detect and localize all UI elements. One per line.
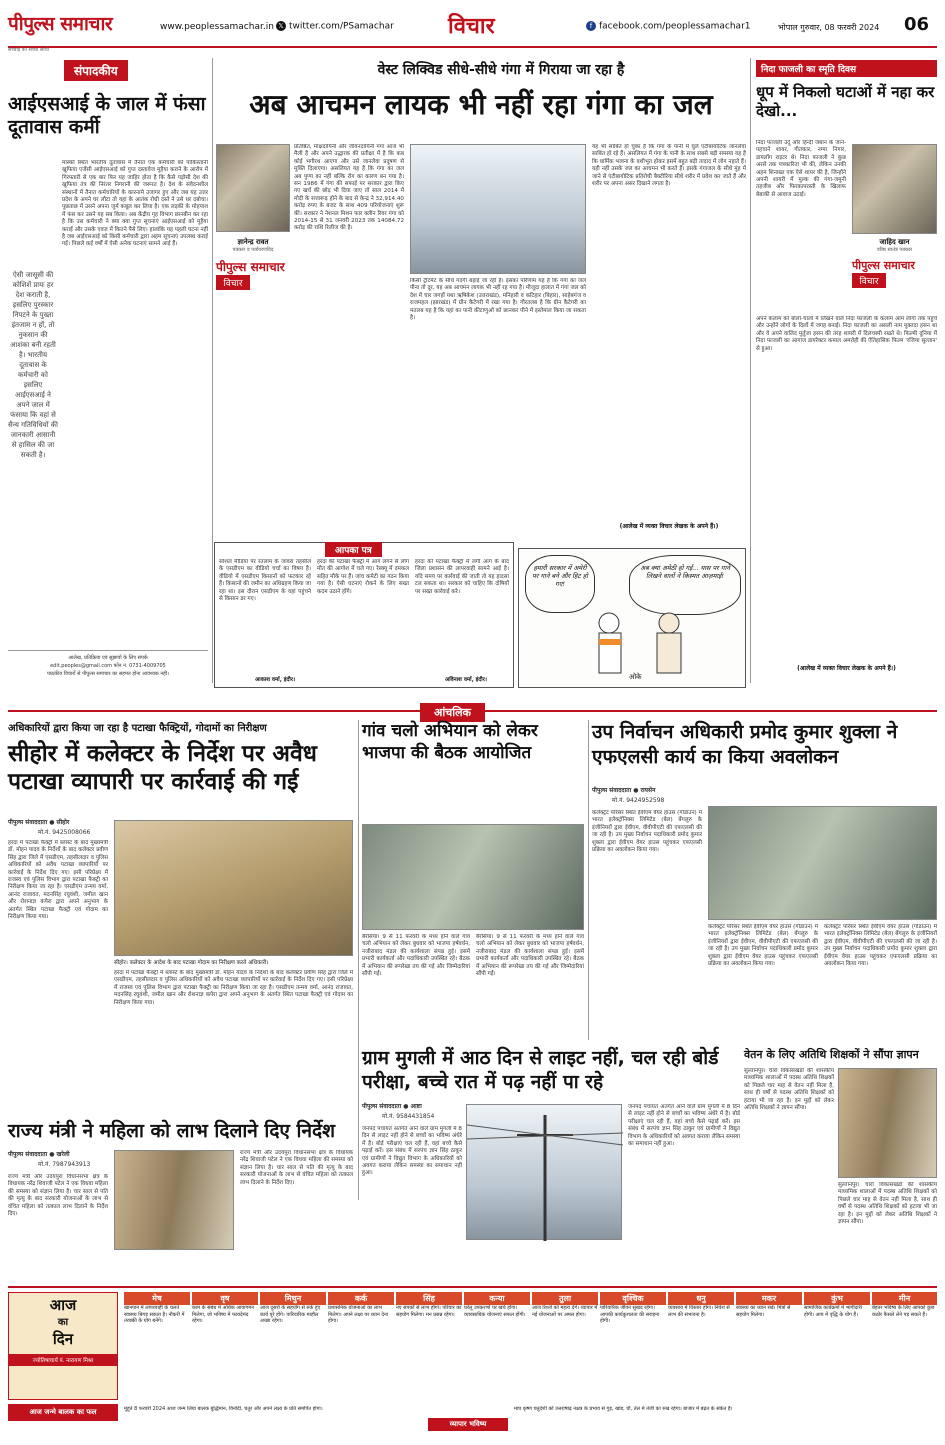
sign-kanya bbox=[464, 1292, 530, 1318]
regional-tag: आंचलिक bbox=[420, 703, 485, 722]
story1-body: हरदा में पटाखा फैक्ट्री में ब्लास्ट के बाद मुख्यमंत्री डॉ. मोहन यादव के निर्देशों के बाद कलेक्टर प्रवीण सिंह द्वारा जिले में एसडीएम, तहसीलदार व पुलिस अधिकारियों को अवैध पटाखा व्यापारियों पर कार्रवाई के निर्देश दिए गए। इसी परिप्रेक्ष्य में राजस्व एवं पुलिस विभाग द्वारा पटाखा फैक्ट्री का निरीक्षण किया जा रहा है। एसडीएम तन्मय वर्मा, आनंद राजावत, मदनसिंह रघुवंशी, जमील खान और रोशनाज्ञ कपेरा द्वारा अपने अनुभाग के अंतर्गत स्थित पटाखा फैक्ट्री एवं गोदाम का निरीक्षण किया गया। bbox=[8, 840, 108, 921]
letter-sign-2: अविनाश वर्मा, इंदौर। bbox=[445, 677, 487, 683]
nida-brand bbox=[852, 258, 937, 288]
story2-photo bbox=[362, 824, 584, 930]
letter-3: हरदा की पटाखा फैक्ट्री में लगी आग के बाद जिला प्रशासन की लापरवाही सामने आई है। यदि समय पर कार्रवाई की जाती तो यह हादसा टल सकता था। सरकार को चाहिए कि दोषियों पर सख्त कार्रवाई करे। bbox=[415, 559, 509, 595]
story3-mobile: मो.नं. 9424952598 bbox=[612, 797, 665, 804]
horoscope-title bbox=[9, 1297, 117, 1348]
story5-mobile: मो.नं. 7987943913 bbox=[38, 1161, 91, 1168]
story5-body: राज्य मंत्री और उदयपुरा विधानसभा क्षेत्र के विधायक नरेंद्र शिवाजी पटेल ने एक विधवा महिला की समस्या को संज्ञान लिया है। चार साल से पति की मृत्यु के बाद सरकारी योजनाओं के लाभ से वंचित महिला को तत्काल लाभ दिलाने के निर्देश दिए। bbox=[8, 1174, 108, 1218]
editorial-section bbox=[8, 60, 208, 690]
cartoon-bubble-left: हमारी सरकार में अमेरी पर गाने बने और हिट हो गए! bbox=[525, 555, 595, 613]
sign-mesh bbox=[124, 1292, 190, 1325]
sign-text: खानपान में लापरवाही के चलते स्वास्थ्य बिगड़ सकता है। नौकरी में तरक्की के योग बनेंगे। bbox=[124, 1305, 185, 1324]
sign-name: तुला bbox=[532, 1292, 598, 1305]
sign-vrish bbox=[192, 1292, 258, 1325]
story1-body-repeat: हरदा में पटाखा फैक्ट्री में ब्लास्ट के बाद मुख्यमंत्री डॉ. मोहन यादव के निर्देशों के बाद कलेक्टर प्रवीण सिंह द्वारा जिले में एसडीएम, तहसीलदार व पुलिस अधिकारियों को अवैध पटाखा व्यापारियों पर कार्रवाई के निर्देश दिए गए। इसी परिप्रेक्ष्य में राजस्व एवं पुलिस विभाग द्वारा पटाखा फैक्ट्री का निरीक्षण किया जा रहा है। एसडीएम तन्मय वर्मा, आनंद राजावत, मदनसिंह रघुवंशी, जमील खान और रोशनाज्ञ कपेरा द्वारा अपने अनुभाग के अंतर्गत स्थित पटाखा फैक्ट्री एवं गोदाम का निरीक्षण किया गया। bbox=[114, 970, 353, 1006]
footer-line-1: आलेख, प्रतिक्रिया एवं सुझावों के लिए संपर्क bbox=[68, 655, 148, 661]
editorial-body: मास्को स्थित भारतीय दूतावास में तैनात एक कर्मचारी को पाकिस्तानी खुफिया एजेंसी आईएसआई को गुप्त दस्तावेज मुहैया कराने के आरोप में गिरफ्तारी से एक बार फिर यह जाहिर होता है कि कैसे पड़ोसी देश की खुफिया तंत्र की निरंतर निगरानी की जरूरत है। देश के संवेदनशील संस्थानों में तैनात कर्मचारियों के कारनामे उजागर हुए और जब यह उत्तर प्रदेश के अपने घर लौटा तो यहां के आतंक रोधी दस्ते ने उसे धर दबोचा। पूछताछ में उसने अपना जुर्म कबूल कर लिया है। एक लड़की के मोहपाश में फंस कर उसने यह सब किया। अब केंद्रीय गृह विभाग छानबीन कर रहा है कि उस कर्मचारी ने क्या क्या गुप्त सूचनाएं आईएसआई को मुहैया कराईं और उसके एवज में कितने पैसे लिए। हालांकि यह पहली घटना नहीं है जब आईएसआई को किसी कर्मचारी द्वारा अहम सूचनाएं उपलब्ध कराई गईं। पिछले कई वर्षों में ऐसी अनेक घटनाएं सामने आई हैं। bbox=[62, 160, 208, 248]
website-link[interactable]: www.peoplessamachar.in bbox=[160, 22, 274, 32]
letters-tag: आपका पत्र bbox=[325, 542, 382, 557]
sign-name: वृश्चिक bbox=[600, 1292, 666, 1305]
sign-text: नए संपर्कों से लाभ होगा। परिवार का सहयोग मिलेगा। मन प्रसन्न रहेगा। bbox=[396, 1305, 462, 1318]
nida-author-name: जाहिद खान bbox=[879, 238, 910, 246]
letter-sign-1: आकाश वर्मा, इंदौर। bbox=[255, 677, 296, 683]
sign-name: धनु bbox=[668, 1292, 734, 1305]
story1-mobile: मो.नं. 9425008066 bbox=[38, 829, 91, 836]
story1-kicker: अधिकारियों द्वारा किया जा रहा है पटाखा फैक्ट्रियों, गोदामों का निरीक्षण bbox=[8, 723, 267, 734]
logo-tagline: सच्चाई का सच्चा साथी bbox=[8, 47, 49, 53]
sign-name: कुंभ bbox=[804, 1292, 870, 1305]
lead-brand bbox=[216, 258, 290, 298]
masthead bbox=[8, 8, 937, 53]
sign-name: मीन bbox=[872, 1292, 937, 1305]
editorial-footer bbox=[8, 650, 208, 678]
facebook-link[interactable] bbox=[586, 21, 751, 32]
logo-text: पीपुल्स समाचार bbox=[8, 13, 113, 35]
nida-author-desc: वरिष्ठ स्वतंत्र पत्रकार bbox=[876, 247, 913, 253]
regional-story-teachers bbox=[744, 1048, 937, 1278]
story1-byline: पीपुल्स संवाददाता ● सीहोर bbox=[8, 819, 70, 826]
cartoon-bubble-right: अब क्या अमेठी हो गई... यास पर गाने लिखने वालों ने किस्मत आज़माई! bbox=[629, 555, 741, 615]
author-photo bbox=[216, 144, 290, 232]
sign-name: मिथुन bbox=[260, 1292, 326, 1305]
section-title: विचार bbox=[448, 14, 495, 39]
editorial-pull-quote: ऐसी जासूसी की कोशिशें प्रायः हर देश कराती है, इसलिए पुरस्कार निपटने के पुख्ता इंतजाम न हों, तो नुकसान की आशंका बनी रहती है। भारतीय दूतावास के कर्मचारी को इसलिए आईएसआई ने अपने जाल में फंसाया कि वहां से सैन्य गतिविधियों की जानकारी आसानी से हासिल की जा सकती है। bbox=[8, 271, 58, 459]
story5-headline[interactable]: राज्य मंत्री ने महिला को लाभ दिलाने दिए निर्देश bbox=[8, 1120, 336, 1142]
sign-name: वृष bbox=[192, 1292, 258, 1305]
story3-body-3 bbox=[824, 924, 937, 1044]
story5-byline: पीपुल्स संवाददाता ● खरेली bbox=[8, 1151, 70, 1158]
horoscope-strip bbox=[8, 1286, 937, 1438]
regional-story-bjp bbox=[362, 720, 584, 1038]
story5-photo bbox=[114, 1150, 234, 1250]
sign-kumbh bbox=[804, 1292, 870, 1318]
twitter-text: twitter.com/PSamachar bbox=[289, 21, 394, 32]
editorial-headline[interactable]: आईएसआई के जाल में फंसा दूतावास कर्मी bbox=[8, 93, 206, 138]
lead-note: (आलेख में व्यक्त विचार लेखक के अपने हैं।) bbox=[619, 523, 719, 530]
story3-body: कलेक्ट्रेट परिसर स्थित ईवीएम वेयर हाउस (गोडाउन) में भारत इलेक्ट्रॉनिक्स लिमिटेड (बेल) बेंगलुरु के इंजीनियरों द्वारा ईवीएम, वीवीपीएटी की एफएलसी की जा रही है। उप मुख्य निर्वाचन पदाधिकारी प्रमोद कुमार शुक्ला द्वारा ईवीएम वेयर हाउस पहुंचकर एफएलसी प्रक्रिया का अवलोकन किया गया। bbox=[592, 810, 702, 854]
letter-2: हरदा की पटाखा फैक्ट्री में आग लगने से लोग मौत की आगोश में चले गए। रेस्क्यू में दमकल सहित मौके पर हैं। जांच कमेटी का गठन किया गया है। ऐसी घटनाएं रोकने के लिए सख्त कदम उठाने होंगे। bbox=[317, 559, 409, 595]
footer-email[interactable]: edit.peoples@gmail.com फोन नं. 0731-4009705 bbox=[50, 663, 166, 669]
masthead-logo[interactable] bbox=[8, 10, 112, 55]
title-ka: का bbox=[57, 1317, 69, 1328]
sign-text: आज दूसरों के सहयोग से रुके हुए कार्य पूरे होंगे। पारिवारिक माहौल अच्छा रहेगा। bbox=[260, 1305, 321, 1324]
nida-headline[interactable]: धूप में निकलो घटाओं में नहा कर देखो... bbox=[756, 83, 935, 120]
regional-story-mugli bbox=[362, 1046, 740, 1276]
lead-article bbox=[216, 60, 746, 540]
lead-body-col2: किसी ट्रीटमेंट के सीधे गंदगी बहाई जा रही है। इसका परिणाम यह है कि गंगा का जल पीना तो दूर, यह अब आचमन लायक भी नहीं रह गया है। मौजूदा हालात में गंगा जल को देश में चार जगहों यथा ऋषिकेश (उत्तराखंड), मनिहारी व कटिहार (बिहार), साहेबगंज व राजमहल (झारखंड) में ग्रीन कैटेगरी में रखा गया है। गौरतलब है कि ग्रीन कैटेगरी का मतलब यह है कि यहां का पानी कीटाणुओं को छानकर पीने में इस्तेमाल किया जा सकता है। bbox=[410, 278, 586, 322]
story2-headline[interactable]: गांव चलो अभियान को लेकर भाजपा की बैठक आयोजित bbox=[362, 721, 538, 763]
sign-meen bbox=[872, 1292, 937, 1318]
sign-dhanu bbox=[668, 1292, 734, 1318]
story2-body-repeat: बैरसिया। 9 से 11 फरवरी के मध्य होने वाले गांव चलो अभियान को लेकर बुधवार को भाजपा हर्षवर्धन, नजीराबाद मंडल की कार्यशाला संपन्न हुई। इसमें प्रभारी कार्यकर्ता और पदाधिकारी उपस्थित रहे। बैठक में अभियान की रूपरेखा तय की गई और जिम्मेदारियां सौंपी गईं। bbox=[476, 934, 584, 978]
astrologer: ज्योतिषाचार्य पं. नारायण मिश्रा bbox=[9, 1354, 117, 1366]
sign-text: पारिवारिक जीवन सुखद रहेगा। आपकी कार्यकुशलता की सराहना होगी। bbox=[600, 1305, 660, 1324]
story2-body: बैरसिया। 9 से 11 फरवरी के मध्य होने वाले गांव चलो अभियान को लेकर बुधवार को भाजपा हर्षवर्धन, नजीराबाद मंडल की कार्यशाला संपन्न हुई। इसमें प्रभारी कार्यकर्ता और पदाधिकारी उपस्थित रहे। बैठक में अभियान की रूपरेखा तय की गई और जिम्मेदारियां सौंपी गईं। bbox=[362, 934, 470, 978]
title-din: दिन bbox=[52, 1330, 74, 1348]
story6-body-2 bbox=[838, 1182, 937, 1272]
story3-body-2 bbox=[708, 924, 818, 1044]
sign-text: बेहतर भविष्य के लिए आपको कुछ कठोर फैसले लेने पड़ सकते हैं। bbox=[872, 1305, 935, 1318]
letter-1: सोशल मीडिया पर रतलाम के जावरा तहसील के एसडीएम का वीडियो चर्चा का विषय है। वीडियो में एसडीएम किसानों को फटकार रहे हैं। किसानों की जमीन का अधिग्रहण किया जा रहा था। इस दौरान एसडीएम के वहां पहुंचने से किसान डर गए। bbox=[219, 559, 311, 603]
story2-body-2 bbox=[476, 934, 584, 1038]
story3-body-repeat-2: कलेक्ट्रेट परिसर स्थित ईवीएम वेयर हाउस (गोडाउन) में भारत इलेक्ट्रॉनिक्स लिमिटेड (बेल) बेंगलुरु के इंजीनियरों द्वारा ईवीएम, वीवीपीएटी की एफएलसी की जा रही है। उप मुख्य निर्वाचन पदाधिकारी प्रमोद कुमार शुक्ला द्वारा ईवीएम वेयर हाउस पहुंचकर एफएलसी प्रक्रिया का अवलोकन किया गया। bbox=[824, 924, 937, 968]
regional-story-sehore bbox=[8, 720, 353, 1120]
sign-makar bbox=[736, 1292, 802, 1318]
sign-text: प्रशासनिक योजनाओं का लाभ मिलेगा। अपने लक्ष्य पर ध्यान देना होगा। bbox=[328, 1305, 389, 1324]
story4-body: जनपद पंचायत अंतर्गत आने वाले ग्राम मुगली में 8 दिन से लाइट नहीं होने से बच्चों का भविष्य अंधेरे में है। बोर्ड परीक्षाएं चल रही हैं, वहां बच्चे कैसे पढ़ाई करें। इस संबंध में सरपंच ज्ञान सिंह ठाकुर एवं ग्रामीणों ने विद्युत विभाग के अधिकारियों को अवगत कराया लेकिन समस्या का समाधान नहीं हुआ। bbox=[362, 1126, 462, 1177]
dateline: भोपाल गुरुवार, 08 फरवरी 2024 bbox=[778, 23, 880, 32]
story1-photo bbox=[114, 820, 353, 956]
sign-tula bbox=[532, 1292, 598, 1318]
cartoon-signature: ओके bbox=[629, 673, 642, 681]
nida-note: (आलेख में व्यक्त विचार लेखक के अपने हैं।) bbox=[797, 665, 896, 672]
sign-vrishchik bbox=[600, 1292, 666, 1325]
sign-text: स्वास्थ्य का ध्यान रखें। मित्रों से सहयोग मिलेगा। bbox=[736, 1305, 791, 1318]
lead-headline[interactable]: अब आचमन लायक भी नहीं रहा गंगा का जल bbox=[249, 88, 713, 121]
facebook-text: facebook.com/peoplessamachar1 bbox=[599, 21, 751, 32]
birth-fortune-tag: आज जन्मे बालक का फल bbox=[8, 1404, 118, 1421]
brand-tag: विचार bbox=[216, 275, 250, 290]
nida-brand-logo: पीपुल्स समाचार bbox=[852, 259, 915, 272]
bazaar-text: माघ कृष्ण चतुर्दशी को उत्तराषाढ़ नक्षत्र के प्रभाव से गुड़, खांड, घी, तेल में तेजी का रुख रहेगा। बाजार में बढ़त के संकेत हैं। bbox=[514, 1406, 733, 1412]
nida-article bbox=[756, 60, 937, 690]
page-number: 06 bbox=[904, 14, 930, 35]
power-pole-icon bbox=[467, 1105, 623, 1241]
story1-headline[interactable]: सीहोर में कलेक्टर के निर्देश पर अवैध पटाखा व्यापारी पर कार्रवाई की गई bbox=[8, 741, 317, 795]
regional-story-minister bbox=[8, 1120, 353, 1280]
story1-caption: सीहोर। कलेक्टर के आदेश के बाद पटाखा गोदाम का निरीक्षण करते अधिकारी। bbox=[114, 960, 269, 966]
horoscope-title-box bbox=[8, 1292, 118, 1400]
sign-name: कर्क bbox=[328, 1292, 394, 1305]
story4-byline: पीपुल्स संवाददाता ● आष्टा bbox=[362, 1103, 422, 1110]
sign-text: व्यवसाय में विस्तार होगा। निवेश से लाभ की संभावना है। bbox=[668, 1305, 730, 1318]
nida-body-1: निदा फाजली उर्दू और हिन्दी जबान के जाने-पहचाने शायर, गीतकार, नग्मा निगार, डायलॉग राइटर थे। निदा फाजली ने कुछ अरसे तक पत्रकारिता भी की, लेकिन उनकी अहम शिनाख्त एक ऐसे शायर की है, जिन्होंने अपनी शायरी में मुल्क की गंगा-जमुनी तहजीब और फिरकापरस्ती के खिलाफ बेबाकी से आवाज उठाई। bbox=[756, 140, 846, 198]
story6-headline[interactable]: वेतन के लिए अतिथि शिक्षकों ने सौंपा ज्ञापन bbox=[744, 1048, 919, 1061]
story6-photo bbox=[838, 1068, 937, 1178]
sign-text: आज रिश्तों को महत्व देंगे। व्यापार में नई योजनाओं पर अमल होगा। bbox=[532, 1305, 598, 1318]
lead-body-col1: प्रतिष्ठित, मोक्षदायिनी और जीवनदायिनी गंगा आज भी मैली है और अपने उद्धारक की प्रतीक्षा में है कि कब कोई भगीरथ आएगा और उसे जानलेवा प्रदूषण से मुक्ति दिलाएगा। असलियत यह है कि गंगा का जल अब पुण्य का नहीं बल्कि रोग का कारण बन गया है। सन 1986 में गंगा की सफाई पर सरकार द्वारा किए गए खर्च की छोड़ भी दिया जाए तो साल 2014 में मोदी के सत्तारूढ़ होने के बाद से केन्द्र ने 32,914.40 करोड़ रुपए के बजट के साथ 409 परियोजनाएं शुरू कीं। सरकार ने नेशनल मिशन फार क्लीन रिवर गंगा को 2014-15 से 31 जनवरी 2023 तक 14084.72 करोड़ की राशि रिलीज की है। bbox=[294, 144, 404, 232]
author-desc: पत्रकार व पर्यावरणविद bbox=[232, 247, 274, 253]
nida-tag: निदा फाजली का स्मृति दिवस bbox=[756, 60, 937, 77]
horoscope-signs bbox=[124, 1292, 937, 1400]
story5-body-2 bbox=[240, 1150, 353, 1274]
sign-mithun bbox=[260, 1292, 326, 1325]
footer-disclaimer: पाठकीय विचारों से पीपुल्स समाचार का सहमत होना आवश्यक नहीं। bbox=[47, 671, 169, 677]
ganga-photo bbox=[410, 144, 586, 274]
story4-headline[interactable]: ग्राम मुगली में आठ दिन से लाइट नहीं, चल रही बोर्ड परीक्षा, बच्चे रात में पढ़ नहीं पा रहे bbox=[362, 1047, 719, 1093]
cartoon bbox=[518, 548, 746, 688]
lead-body-col3: यह भी साबित हो चुका है कि गंगा के पानी में घुले एंटीबायोटिक जानलेवा साबित हो रहे हैं। असलियत में गंगा के पानी के साथ सबसे बड़ी समस्या यह है कि धार्मिक भावना के वशीभूत होकर इसमें बहुत बड़ी तादाद में लोग नहाते हैं। यही नहीं उसके जल का आचमन भी करते हैं। इसके गंगाजल के सीधे मुंह में जाने से एंटीबायोटिक प्रतिरोधी बैक्टीरिया सीधे शरीर में प्रवेश कर जाते हैं और शरीर पर अपना असर दिखाने लगता है। bbox=[592, 144, 746, 188]
nida-body-2: अपने कलाम को बोलो-चालो में लिखने वाले निदा फाजली के कलाम आम लोगों तक पहुंचे और उन्होंने लोगों के दिलों में जगह बनाई। निदा फाजली का असली नाम मुक्तदा हसन था और वे अपने वालिद मुर्तुजा हसन की तरह शायरी में दिलचस्पी रखते थे। फिल्मी दुनिया में निदा फाजली का आगाज डायरेक्टर कमाल अमरोही की ऐतिहासिक फिल्म 'रजिया सुल्तान' से हुआ। bbox=[756, 316, 937, 352]
twitter-link[interactable] bbox=[276, 21, 394, 32]
story1-body-2 bbox=[114, 970, 353, 1045]
nida-brand-tag: विचार bbox=[852, 273, 886, 288]
sign-text: काम के संबंध में अधिक आवागमन मिलेगा, जो भविष्य में फायदेमंद रहेगा। bbox=[192, 1305, 255, 1324]
sign-text: घरेलू उपकरणों पर खर्च होगा। व्यावसायिक योजनाएं सफल होंगी। bbox=[464, 1305, 526, 1318]
editorial-tag: संपादकीय bbox=[64, 60, 128, 81]
sign-kark bbox=[328, 1292, 394, 1325]
story3-body-repeat: कलेक्ट्रेट परिसर स्थित ईवीएम वेयर हाउस (गोडाउन) में भारत इलेक्ट्रॉनिक्स लिमिटेड (बेल) बेंगलुरु के इंजीनियरों द्वारा ईवीएम, वीवीपीएटी की एफएलसी की जा रही है। उप मुख्य निर्वाचन पदाधिकारी प्रमोद कुमार शुक्ला द्वारा ईवीएम वेयर हाउस पहुंचकर एफएलसी प्रक्रिया का अवलोकन किया गया। bbox=[708, 924, 818, 968]
story4-body-2 bbox=[628, 1104, 740, 1269]
story4-photo bbox=[466, 1104, 622, 1240]
nida-author-credit bbox=[852, 238, 937, 253]
sign-singh bbox=[396, 1292, 462, 1318]
sign-name: सिंह bbox=[396, 1292, 462, 1305]
story3-photo bbox=[708, 806, 937, 920]
twitter-icon: 𝕏 bbox=[276, 21, 286, 31]
nida-author-photo bbox=[852, 144, 937, 234]
story6-body-repeat: सुल्तानपुर। चारों विकासखंडों की शासकीय माध्यमिक शालाओं में पदस्थ अतिथि शिक्षकों को पिछले चार माह से वेतन नहीं मिला है, साथ ही वर्षों से पदस्थ अतिथि शिक्षकों को हटाया भी जा रहा है। इन मुद्दों को लेकर अतिथि शिक्षकों ने ज्ञापन सौंपा। bbox=[838, 1182, 937, 1226]
sign-name: मकर bbox=[736, 1292, 802, 1305]
letters-box bbox=[214, 542, 514, 688]
story5-body-repeat: राज्य मंत्री और उदयपुरा विधानसभा क्षेत्र के विधायक नरेंद्र शिवाजी पटेल ने एक विधवा महिला की समस्या को संज्ञान लिया है। चार साल से पति की मृत्यु के बाद सरकारी योजनाओं के लाभ से वंचित महिला को तत्काल लाभ दिलाने के निर्देश दिए। bbox=[240, 1150, 353, 1186]
title-aaj: आज bbox=[49, 1296, 77, 1314]
story4-mobile: मो.नं. 9584431854 bbox=[382, 1113, 435, 1120]
story6-body: सुल्तानपुर। चारों विकासखंडों की शासकीय माध्यमिक शालाओं में पदस्थ अतिथि शिक्षकों को पिछले चार माह से वेतन नहीं मिला है, साथ ही वर्षों से पदस्थ अतिथि शिक्षकों को हटाया भी जा रहा है। इन मुद्दों को लेकर अतिथि शिक्षकों ने ज्ञापन सौंपा। bbox=[744, 1068, 834, 1112]
birth-fortune-text: मुहूर्त 8 फरवरी 2024 आज जन्म लिया बालक बुद्धिमान, विनोदी, चतुर और अपने लक्ष्य के प्रति समर्पित होगा। bbox=[124, 1406, 323, 1412]
author-credit bbox=[216, 238, 290, 253]
facebook-icon: f bbox=[586, 21, 596, 31]
bazaar-tag: व्यापार भविष्य bbox=[428, 1418, 508, 1431]
sign-name: मेष bbox=[124, 1292, 190, 1305]
author-name: ज्ञानेन्द्र रावत bbox=[237, 238, 269, 246]
story4-body-repeat: जनपद पंचायत अंतर्गत आने वाले ग्राम मुगली में 8 दिन से लाइट नहीं होने से बच्चों का भविष्य अंधेरे में है। बोर्ड परीक्षाएं चल रही हैं, वहां बच्चे कैसे पढ़ाई करें। इस संबंध में सरपंच ज्ञान सिंह ठाकुर एवं ग्रामीणों ने विद्युत विभाग के अधिकारियों को अवगत कराया लेकिन समस्या का समाधान नहीं हुआ। bbox=[628, 1104, 740, 1148]
brand-logo: पीपुल्स समाचार bbox=[216, 260, 285, 274]
sign-text: सामाजिक कार्यक्रमों में भागीदारी होगी। आय में वृद्धि के योग हैं। bbox=[804, 1305, 862, 1318]
story3-byline: पीपुल्स संवाददाता ● रायसेन bbox=[592, 787, 656, 794]
regional-story-election bbox=[592, 720, 937, 1046]
lead-kicker: वेस्ट लिक्विड सीधे-सीधे गंगा में गिराया जा रहा है bbox=[377, 62, 625, 78]
sign-name: कन्या bbox=[464, 1292, 530, 1305]
story3-headline[interactable]: उप निर्वाचन अधिकारी प्रमोद कुमार शुक्ला ने एफएलसी कार्य का किया अवलोकन bbox=[592, 721, 898, 768]
